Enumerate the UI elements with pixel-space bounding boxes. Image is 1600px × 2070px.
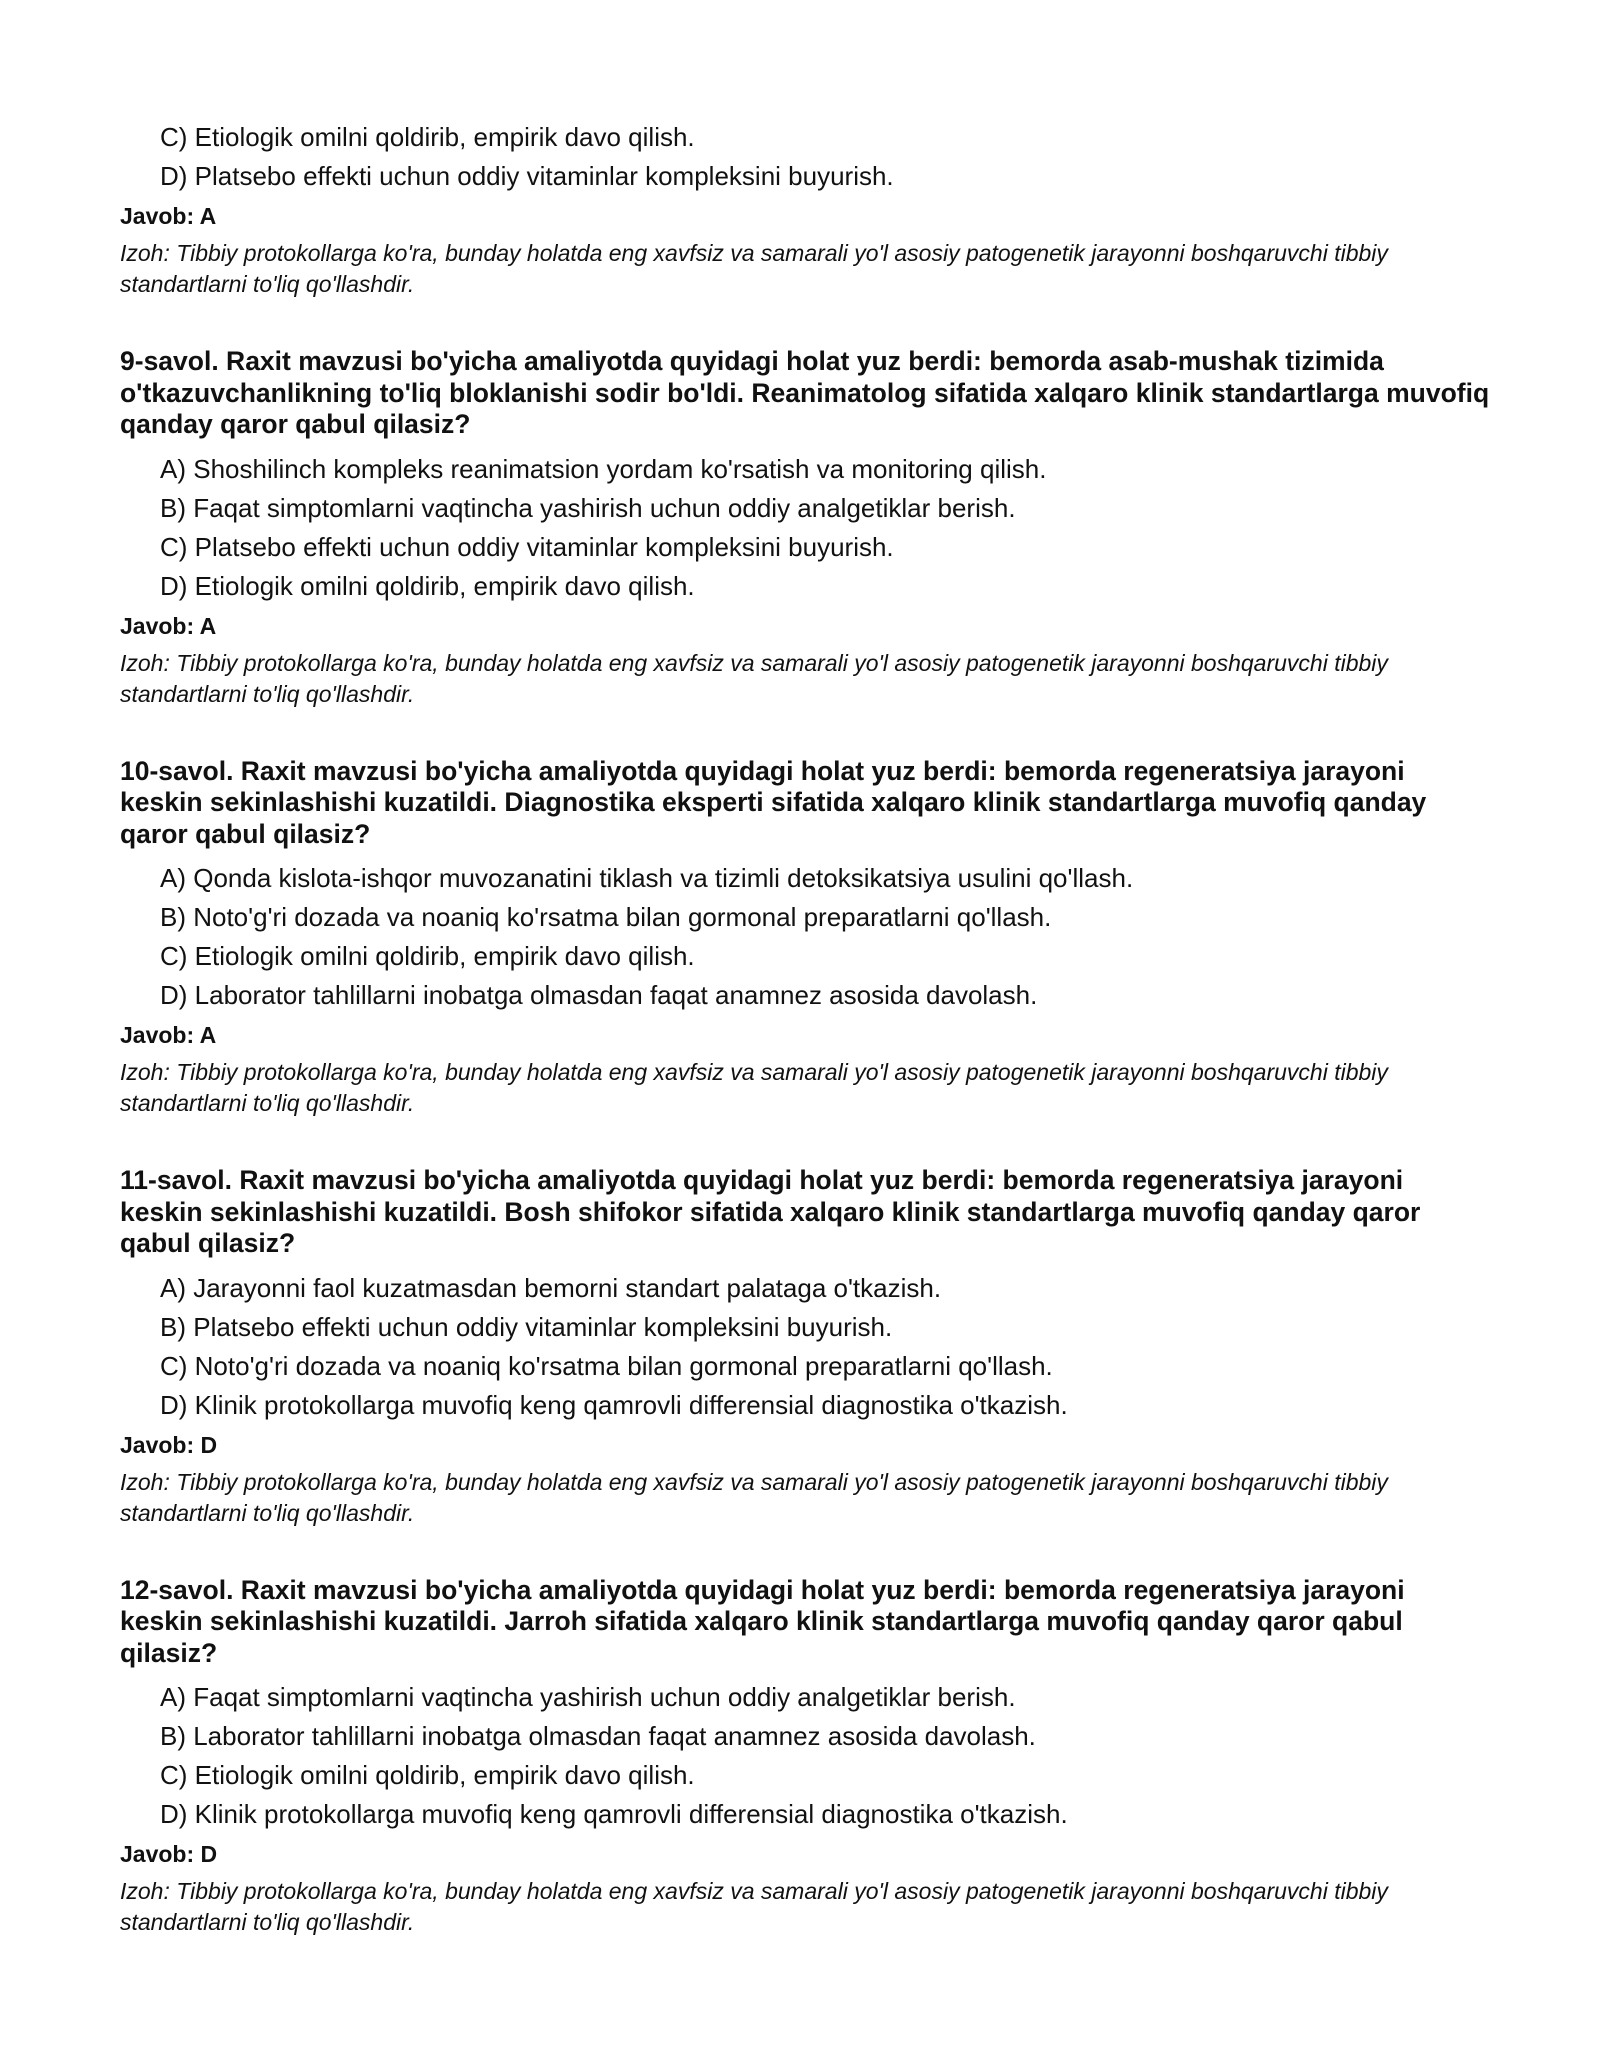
option-b: B) Laborator tahlillarni inobatga olmasdan faqat anamnez asosida davolash. [160,1721,1036,1751]
option-c: C) Etiologik omilni qoldirib, empirik davo qilish. [160,941,695,971]
option-a: A) Shoshilinch kompleks reanimatsion yordam ko'rsatish va monitoring qilish. [160,453,1047,484]
question-text: 9-savol. Raxit mavzusi bo'yicha amaliyotda quyidagi holat yuz berdi: bemorda asab-mushak tizimida o'tkazuvchanlikning to'liq bloklanishi sodir bo'ldi. Reanimatolog sifatida xalqaro klinik standartlarga muvofiq qanday qaror qabul qilasiz? [120,346,1490,439]
explanation-note: Izoh: Tibbiy protokollarga ko'ra, bunday holatda eng xavfsiz va samarali yo'l asosiy patogenetik jarayonni boshqaruvchi tibbiy standartlarni to'liq qo'llashdir. [120,1059,1388,1116]
question-text: 11-savol. Raxit mavzusi bo'yicha amaliyotda quyidagi holat yuz berdi: bemorda regeneratsiya jarayoni keskin sekinlashishi kuzatildi. Bosh shifokor sifatida xalqaro klinik standartlarga muvofiq qanday qaror qabul qilasiz? [120,1165,1421,1258]
question-12 [120,1575,1480,1939]
option-d: D) Klinik protokollarga muvofiq keng qamrovli differensial diagnostika o'tkazish. [160,1799,1068,1829]
option-d: D) Laborator tahlillarni inobatga olmasdan faqat anamnez asosida davolash. [160,980,1038,1010]
question-text: 10-savol. Raxit mavzusi bo'yicha amaliyotda quyidagi holat yuz berdi: bemorda regeneratsiya jarayoni keskin sekinlashishi kuzatildi. Diagnostika eksperti sifatida xalqaro klinik standartlarga muvofiq qanday qaror qabul qilasiz? [120,755,1427,849]
question-8-continuation [120,118,1480,300]
option-c: C) Etiologik omilni qoldirib, empirik davo qilish. [160,122,695,152]
question-11 [120,1165,1480,1529]
option-a: A) Faqat simptomlarni vaqtincha yashirish uchun oddiy analgetiklar berish. [160,1682,1016,1712]
question-10 [120,756,1480,1120]
option-a: A) Jarayonni faol kuzatmasdan bemorni standart palataga o'tkazish. [160,1272,942,1303]
answer-label: Javob: A [120,612,217,639]
answer-label: Javob: D [120,1841,218,1867]
explanation-note: Izoh: Tibbiy protokollarga ko'ra, bunday holatda eng xavfsiz va samarali yo'l asosiy patogenetik jarayonni boshqaruvchi tibbiy standartlarni to'liq qo'llashdir. [120,1878,1388,1935]
option-a: A) Qonda kislota-ishqor muvozanatini tiklash va tizimli detoksikatsiya usulini qo'llash. [160,863,1134,893]
option-d: D) Klinik protokollarga muvofiq keng qamrovli differensial diagnostika o'tkazish. [160,1389,1068,1420]
answer-label: Javob: A [120,1022,217,1048]
question-text: 12-savol. Raxit mavzusi bo'yicha amaliyotda quyidagi holat yuz berdi: bemorda regeneratsiya jarayoni keskin sekinlashishi kuzatildi. Jarroh sifatida xalqaro klinik standartlarga muvofiq qanday qaror qabul qilasiz? [120,1574,1405,1668]
explanation-note: Izoh: Tibbiy protokollarga ko'ra, bunday holatda eng xavfsiz va samarali yo'l asosiy patogenetik jarayonni boshqaruvchi tibbiy standartlarni to'liq qo'llashdir. [120,240,1388,297]
explanation-note: Izoh: Tibbiy protokollarga ko'ra, bunday holatda eng xavfsiz va samarali yo'l asosiy patogenetik jarayonni boshqaruvchi tibbiy standartlarni to'liq qo'llashdir. [120,1468,1388,1526]
option-c: C) Platsebo effekti uchun oddiy vitaminlar kompleksini buyurish. [160,531,894,562]
explanation-note: Izoh: Tibbiy protokollarga ko'ra, bunday holatda eng xavfsiz va samarali yo'l asosiy patogenetik jarayonni boshqaruvchi tibbiy standartlarni to'liq qo'llashdir. [120,649,1388,707]
option-b: B) Platsebo effekti uchun oddiy vitaminlar kompleksini buyurish. [160,1311,893,1342]
option-d: D) Platsebo effekti uchun oddiy vitaminlar kompleksini buyurish. [160,161,894,191]
option-c: C) Noto'g'ri dozada va noaniq ko'rsatma bilan gormonal preparatlarni qo'llash. [160,1350,1053,1381]
answer-label: Javob: D [120,1431,218,1458]
document-page [120,118,1490,1938]
answer-label: Javob: A [120,203,217,229]
option-b: B) Noto'g'ri dozada va noaniq ko'rsatma bilan gormonal preparatlarni qo'llash. [160,902,1052,932]
option-c: C) Etiologik omilni qoldirib, empirik davo qilish. [160,1760,695,1790]
question-9 [120,346,1490,710]
option-d: D) Etiologik omilni qoldirib, empirik davo qilish. [160,570,695,601]
option-b: B) Faqat simptomlarni vaqtincha yashirish uchun oddiy analgetiklar berish. [160,492,1016,523]
